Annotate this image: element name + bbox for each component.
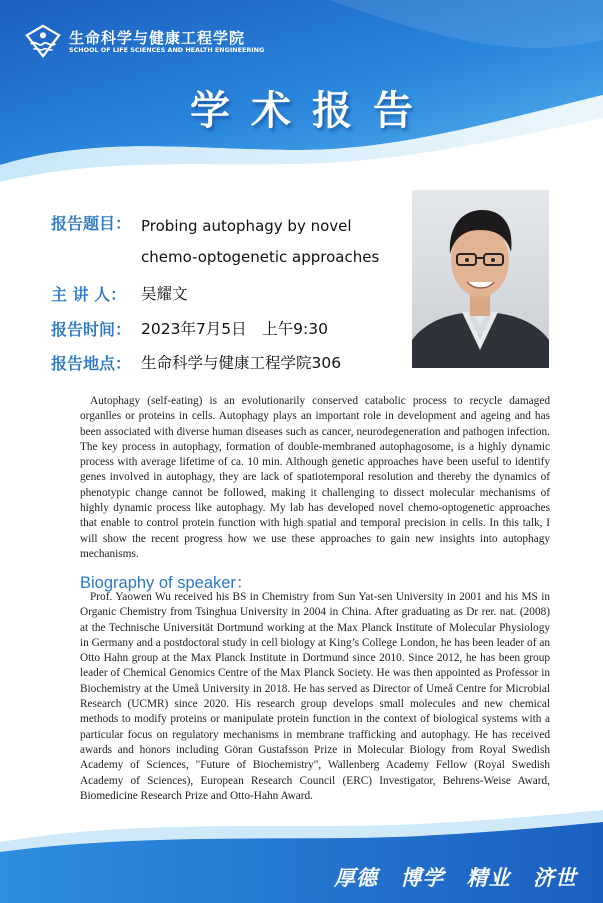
speaker-name: 吴耀文 — [141, 285, 188, 303]
school-name-chinese: 生命科学与健康工程学院 — [69, 29, 246, 47]
talk-time: 2023年7月5日 上午9:30 — [141, 320, 328, 338]
place-label: 报告地点： — [51, 354, 132, 373]
biography-text: Prof. Yaowen Wu received his BS in Chemistry from Sun Yat-sen University in 2001 and his MS in Organic Chemistry from Tsinghua University in 2004 in China. After graduating as Dr rer. nat. (2008) at the Technische Universität Dortmund working at the Max Planck Institute of Molecular Physiology in Germany and a postdoctoral study in cell biology at King’s College London, he has been leader of an Otto Hahn group at the Max Planck Institute in Dortmund since 2010. Since 2012, he has been group leader of Chemical Genomics Centre of the Max Planck Society. He was then appointed as Professor in Biochemistry at the Umeå University in 2018. He has served as Director of Umeå Centre for Microbial Research (UCMR) since 2020. His research group develops small molecules and new chemical methods to modify proteins or manipulate protein function in the context of biological systems with a particular focus on regulatory mechanisms in membrane trafficking and autophagy. He has received awards and honors including Göran Gustafsson Prize in Molecular Biology from Royal Swedish Academy of Sciences, "Future of Biochemistry", Wallenberg Academy Fellow (Royal Swedish Academy of Sciences), European Research Council (ERC) Investigator, Behrens-Weise Award, Biomedicine Research Prize and Otto-Hahn Award. — [80, 591, 550, 802]
biography-heading: Biography of speaker： — [80, 574, 253, 592]
talk-title-line-1: Probing autophagy by novel — [141, 217, 352, 235]
speaker-label: 主 讲 人： — [51, 285, 127, 304]
school-name-english: SCHOOL OF LIFE SCIENCES AND HEALTH ENGINEERING — [69, 46, 265, 54]
poster-title: 学术报告 — [190, 88, 434, 134]
school-logo-icon — [24, 23, 62, 59]
topic-label: 报告题目： — [51, 214, 132, 233]
time-label: 报告时间： — [51, 320, 132, 339]
talk-place: 生命科学与健康工程学院306 — [141, 354, 342, 372]
talk-title-line-2: chemo-optogenetic approaches — [141, 248, 380, 266]
abstract-text: Autophagy (self-eating) is an evolutionarily conserved catabolic process to recycle damaged organlles or proteins in cells. Autophagy plays an important role in development and ageing and has been associated with diverse human diseases such as cancer, neurodegeneration and pathogen infection. The key process in autophagy, formation of double-membraned autophagosome, is a highly dynamic process with average lifetime of ca. 10 min. Although genetic approaches have been useful to identify genes involved in autophagy, they are lack of spatiotemporal resolution and thereby the dynamics of phenotypic change cannot be followed, making it challenging to dissect molecular mechanisms of highly dynamic process like autophagy. My lab has developed novel chemo-optogenetic approaches that enable to control protein function with high spatial and temporal precision in cells. In this talk, I will show the recent progress how we use these approaches to gain new insights into autophagy mechanisms. — [80, 395, 550, 560]
talk-title — [141, 211, 379, 273]
speaker-photo — [412, 190, 549, 368]
school-motto: 厚德 博学 精业 济世 — [334, 866, 577, 890]
